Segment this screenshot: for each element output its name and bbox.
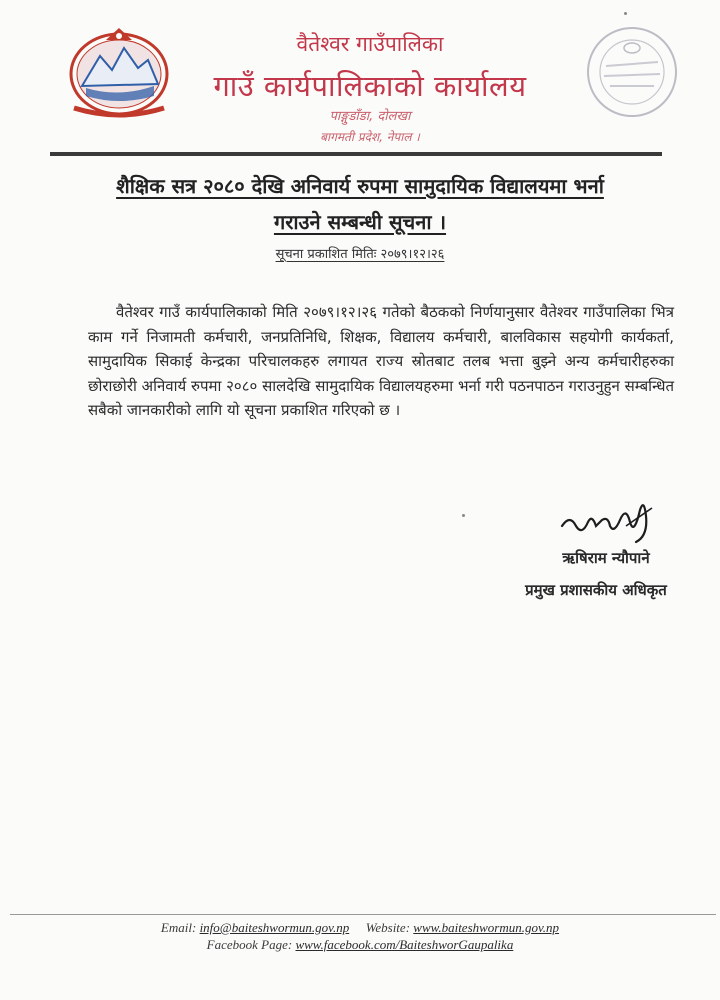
website-link[interactable]: www.baiteshwormun.gov.np [413,920,560,935]
notice-subject-line-2: गराउने सम्बन्धी सूचना । [273,210,447,234]
nepal-government-emblem-icon [66,22,172,118]
email-link[interactable]: info@baiteshwormun.gov.np [199,920,350,935]
paper-speck [624,12,627,15]
office-address: पाङ्गुडाँडा, दोलखा [329,109,411,124]
notice-body: वैतेश्वर गाउँ कार्यपालिकाको मिति २०७९।१२।२६ गतेको बैठकको निर्णयानुसार वैतेश्वर गाउँपालिका भित्र काम गर्ने निजामती कर्मचारी, जनप्रतिनिधि, शिक्षक, विद्यालय कर्मचारी, बालविकास सहयोगी कार्यकर्ता, सामुदायिक सिकाई केन्द्रका परिचालकहरु लगायत राज्य स्रोतबाट तलब भत्ता बुझ्ने अन्य कर्मचारीहरुका छोराछोरी अनिवार्य रुपमा २०८० सालदेखि सामुदायिक विद्यालयहरुमा भर्ना गरी पठनपाठन गराउनुहुन सम्बन्धित सबैको जानकारीको लागि यो सूचना प्रकाशित गरिएको छ । [88,303,674,419]
office-name: गाउँ कार्यपालिकाको कार्यालय [213,69,527,103]
signatory-name: ऋषिराम न्यौपाने [562,549,650,567]
signatory-title: प्रमुख प्रशासकीय अधिकृत [525,581,667,599]
handwritten-signature [556,496,666,548]
footer-contact-line [60,920,660,936]
email-label: Email: [160,920,197,935]
facebook-link[interactable]: www.facebook.com/BaiteshworGaupalika [295,937,514,952]
province-country: बागमती प्रदेश, नेपाल । [320,130,420,144]
footer-facebook-line [60,937,660,953]
website-label: Website: [365,920,411,935]
notice-subject-line-1: शैक्षिक सत्र २०८० देखि अनिवार्य रुपमा सामुदायिक विद्यालयमा भर्ना [116,174,604,198]
footer-divider [10,914,716,915]
paper-speck [462,514,465,517]
municipality-name: वैतेश्वर गाउँपालिका [296,32,444,56]
publication-date: सूचना प्रकाशित मितिः २०७९।१२।२६ [275,247,445,262]
office-seal-icon [580,22,684,122]
facebook-label: Facebook Page: [206,937,293,952]
header-divider [50,152,662,156]
